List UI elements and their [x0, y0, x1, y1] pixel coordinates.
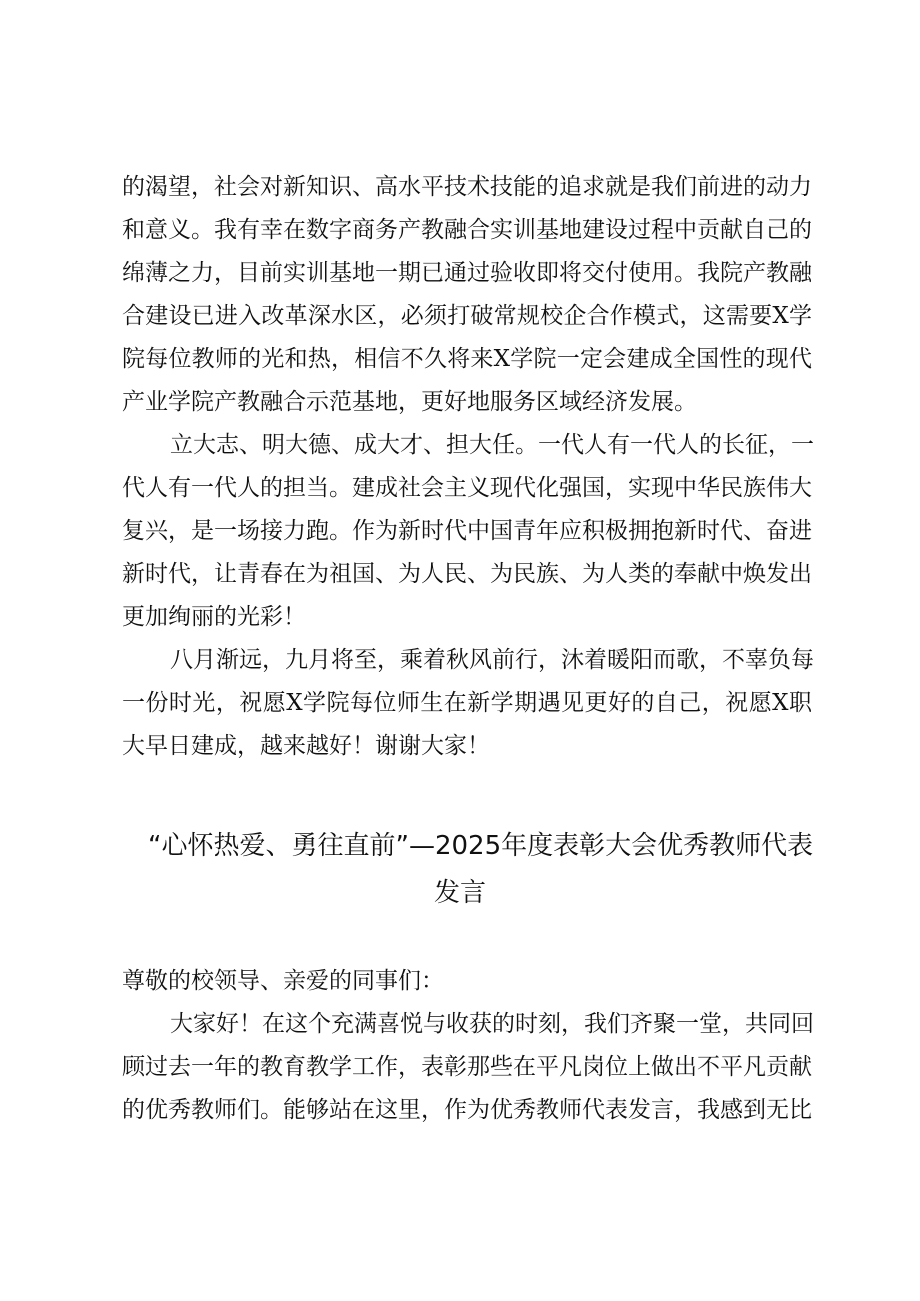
text-line: 的优秀教师们。能够站在这里，作为优秀教师代表发言，我感到无比: [122, 1097, 812, 1123]
speech-title: “心怀热爱、勇往直前”—2025年度表彰大会优秀教师代表: [148, 831, 814, 861]
text-line: 顾过去一年的教育教学工作，表彰那些在平凡岗位上做出不平凡贡献: [122, 1054, 812, 1080]
text-line: 院每位教师的光和热，相信不久将来X学院一定会建成全国性的现代: [122, 346, 812, 372]
text-line: 更加绚丽的光彩！: [122, 604, 306, 630]
text-line: 新时代，让青春在为祖国、为人民、为民族、为人类的奉献中焕发出: [122, 561, 812, 587]
text-line: 合建设已进入改革深水区，必须打破常规校企合作模式，这需要X学: [122, 303, 812, 329]
text-line: 一份时光，祝愿X学院每位师生在新学期遇见更好的自己，祝愿X职: [122, 690, 812, 716]
salutation: 尊敬的校领导、亲爱的同事们：: [122, 968, 444, 994]
text-line: 绵薄之力，目前实训基地一期已通过验收即将交付使用。我院产教融: [122, 260, 812, 286]
text-line: 八月渐远，九月将至，乘着秋风前行，沐着暖阳而歌，不辜负每: [170, 647, 814, 673]
text-line: 和意义。我有幸在数字商务产教融合实训基地建设过程中贡献自己的: [122, 217, 812, 243]
text-line: 大家好！在这个充满喜悦与收获的时刻，我们齐聚一堂，共同回: [170, 1011, 814, 1037]
text-line: 大早日建成，越来越好！谢谢大家！: [122, 733, 490, 759]
text-line: 产业学院产教融合示范基地，更好地服务区域经济发展。: [122, 389, 697, 415]
text-line: 复兴，是一场接力跑。作为新时代中国青年应积极拥抱新时代、奋进: [122, 518, 812, 544]
speech-title-continued: 发言: [433, 878, 486, 908]
text-line: 的渴望，社会对新知识、高水平技术技能的追求就是我们前进的动力: [122, 174, 812, 200]
text-line: 代人有一代人的担当。建成社会主义现代化强国，实现中华民族伟大: [122, 475, 812, 501]
text-line: 立大志、明大德、成大才、担大任。一代人有一代人的长征，一: [170, 432, 814, 458]
